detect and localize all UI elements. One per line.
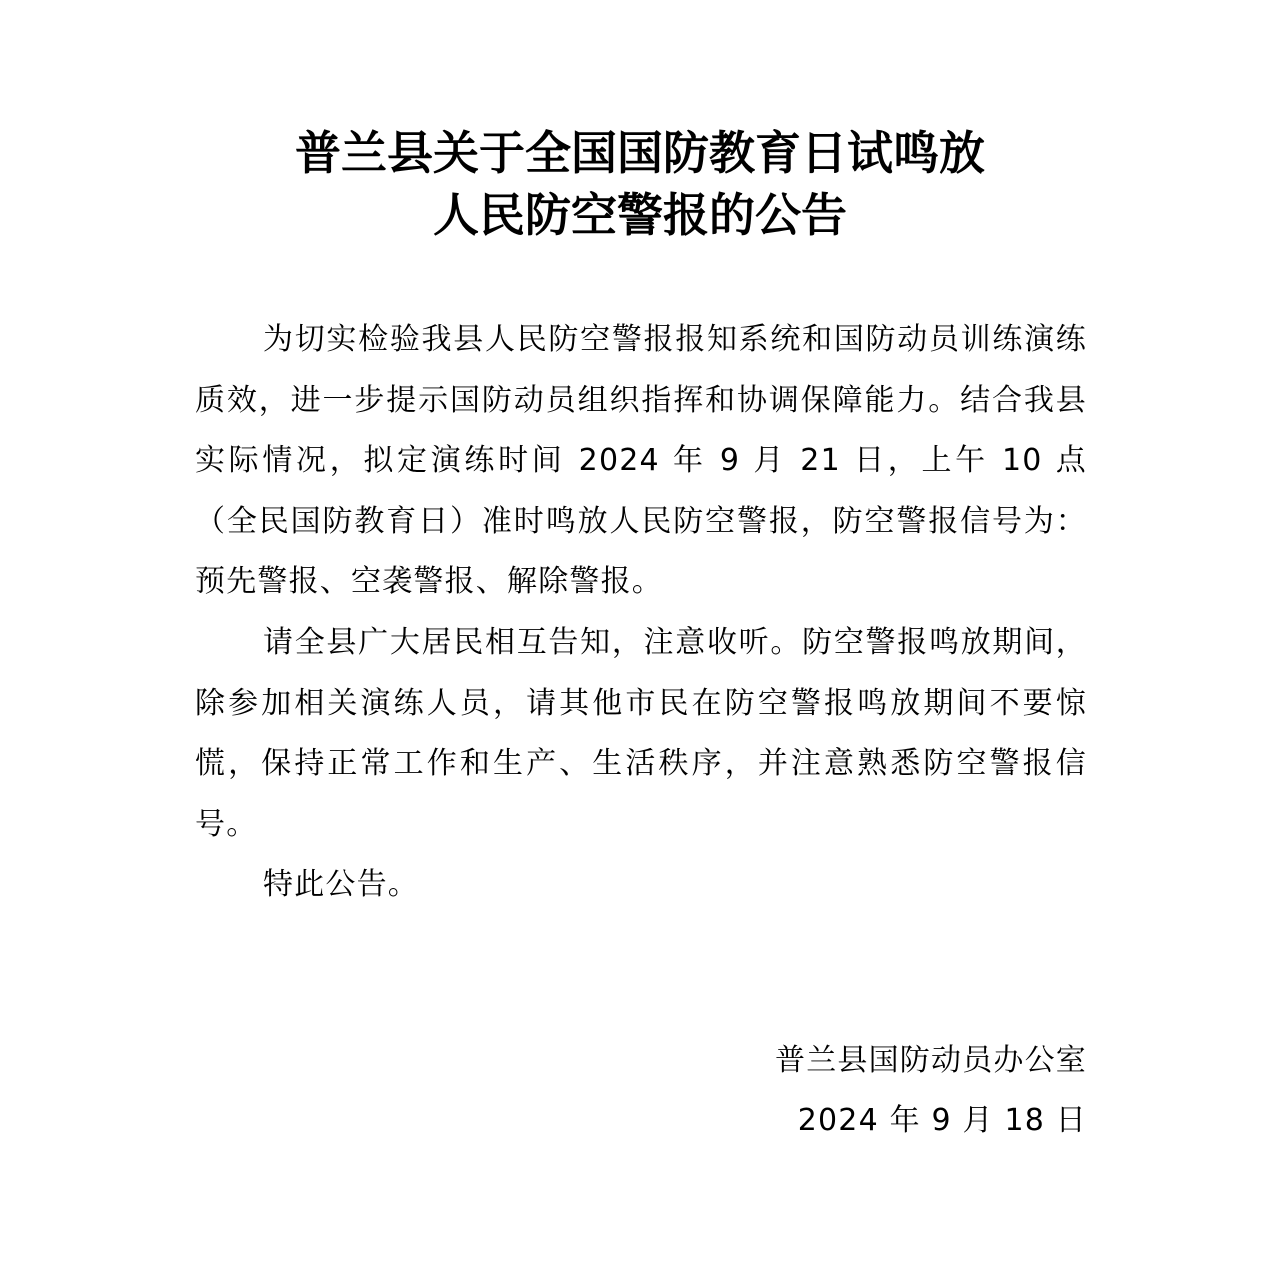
signature-date: 2024 年 9 月 18 日 [797,1103,1087,1138]
notice-title-line-2: 人民防空警报的公告 [433,188,847,242]
notice-body [195,310,1087,916]
signature-organization: 普兰县国防动员办公室 [775,1043,1087,1078]
notice-paragraph-1: 为切实检验我县人民防空警报报知系统和国防动员训练演练质效，进一步提示国防动员组织指挥和协调保障能力。结合我县实际情况，拟定演练时间 2024 年 9 月 21 日，上午 10 点（全民国防教育日）准时鸣放人民防空警报，防空警报信号为：预先警报、空袭警报、解除警报。 [195,322,1087,600]
notice-title [140,122,1140,246]
notice-title-line-1: 普兰县关于全国国防教育日试鸣放 [295,126,985,180]
notice-paragraph-3: 特此公告。 [263,867,419,903]
notice-paragraph-2: 请全县广大居民相互告知，注意收听。防空警报鸣放期间，除参加相关演练人员，请其他市民在防空警报鸣放期间不要惊慌，保持正常工作和生产、生活秩序，并注意熟悉防空警报信号。 [195,624,1087,842]
